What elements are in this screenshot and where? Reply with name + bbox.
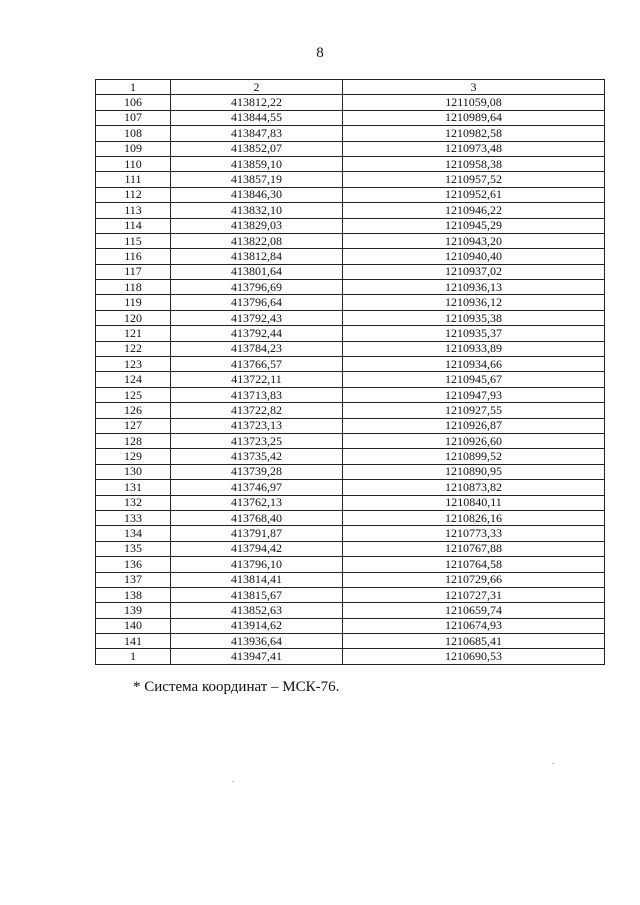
point-number-cell: 125 (96, 387, 171, 402)
y-coordinate-cell: 1210729,66 (343, 572, 605, 587)
point-number-cell: 123 (96, 357, 171, 372)
point-number-cell: 126 (96, 403, 171, 418)
point-number-cell: 107 (96, 110, 171, 125)
table-header-row (96, 80, 605, 95)
table-row (96, 510, 605, 525)
y-coordinate-cell: 1210767,88 (343, 541, 605, 556)
y-coordinate-cell: 1211059,08 (343, 95, 605, 110)
x-coordinate-cell: 413723,13 (171, 418, 343, 433)
x-coordinate-cell: 413796,10 (171, 557, 343, 572)
column-header-y: 3 (343, 80, 605, 95)
point-number-cell: 1 (96, 649, 171, 664)
table-row (96, 110, 605, 125)
point-number-cell: 111 (96, 172, 171, 187)
table-row (96, 218, 605, 233)
table-row (96, 449, 605, 464)
point-number-cell: 109 (96, 141, 171, 156)
x-coordinate-cell: 413936,64 (171, 634, 343, 649)
x-coordinate-cell: 413739,28 (171, 464, 343, 479)
y-coordinate-cell: 1210764,58 (343, 557, 605, 572)
table-row (96, 341, 605, 356)
y-coordinate-cell: 1210927,55 (343, 403, 605, 418)
x-coordinate-cell: 413852,63 (171, 603, 343, 618)
table-row (96, 203, 605, 218)
point-number-cell: 106 (96, 95, 171, 110)
x-coordinate-cell: 413829,03 (171, 218, 343, 233)
table-row (96, 541, 605, 556)
x-coordinate-cell: 413801,64 (171, 264, 343, 279)
y-coordinate-cell: 1210957,52 (343, 172, 605, 187)
point-number-cell: 129 (96, 449, 171, 464)
table-row (96, 295, 605, 310)
table-row (96, 280, 605, 295)
table-row (96, 433, 605, 448)
point-number-cell: 115 (96, 233, 171, 248)
table-row (96, 649, 605, 664)
y-coordinate-cell: 1210946,22 (343, 203, 605, 218)
x-coordinate-cell: 413723,25 (171, 433, 343, 448)
point-number-cell: 118 (96, 280, 171, 295)
y-coordinate-cell: 1210935,38 (343, 310, 605, 325)
column-header-x: 2 (171, 80, 343, 95)
point-number-cell: 117 (96, 264, 171, 279)
point-number-cell: 114 (96, 218, 171, 233)
x-coordinate-cell: 413847,83 (171, 126, 343, 141)
point-number-cell: 121 (96, 326, 171, 341)
x-coordinate-cell: 413794,42 (171, 541, 343, 556)
x-coordinate-cell: 413784,23 (171, 341, 343, 356)
x-coordinate-cell: 413792,43 (171, 310, 343, 325)
x-coordinate-cell: 413844,55 (171, 110, 343, 125)
x-coordinate-cell: 413796,69 (171, 280, 343, 295)
point-number-cell: 128 (96, 433, 171, 448)
table-row (96, 310, 605, 325)
y-coordinate-cell: 1210890,95 (343, 464, 605, 479)
point-number-cell: 110 (96, 156, 171, 171)
y-coordinate-cell: 1210940,40 (343, 249, 605, 264)
x-coordinate-cell: 413857,19 (171, 172, 343, 187)
point-number-cell: 130 (96, 464, 171, 479)
x-coordinate-cell: 413796,64 (171, 295, 343, 310)
point-number-cell: 120 (96, 310, 171, 325)
table-row (96, 495, 605, 510)
y-coordinate-cell: 1210973,48 (343, 141, 605, 156)
table-row (96, 326, 605, 341)
y-coordinate-cell: 1210989,64 (343, 110, 605, 125)
table-row (96, 357, 605, 372)
y-coordinate-cell: 1210947,93 (343, 387, 605, 402)
y-coordinate-cell: 1210899,52 (343, 449, 605, 464)
table-row (96, 557, 605, 572)
y-coordinate-cell: 1210873,82 (343, 480, 605, 495)
x-coordinate-cell: 413722,11 (171, 372, 343, 387)
table-row (96, 587, 605, 602)
y-coordinate-cell: 1210945,67 (343, 372, 605, 387)
y-coordinate-cell: 1210933,89 (343, 341, 605, 356)
x-coordinate-cell: 413768,40 (171, 510, 343, 525)
column-header-point: 1 (96, 80, 171, 95)
y-coordinate-cell: 1210952,61 (343, 187, 605, 202)
point-number-cell: 133 (96, 510, 171, 525)
y-coordinate-cell: 1210674,93 (343, 618, 605, 633)
y-coordinate-cell: 1210937,02 (343, 264, 605, 279)
table-row (96, 95, 605, 110)
table-row (96, 126, 605, 141)
point-number-cell: 141 (96, 634, 171, 649)
x-coordinate-cell: 413814,41 (171, 572, 343, 587)
point-number-cell: 112 (96, 187, 171, 202)
y-coordinate-cell: 1210659,74 (343, 603, 605, 618)
point-number-cell: 113 (96, 203, 171, 218)
scan-speck (552, 763, 554, 764)
table-row (96, 464, 605, 479)
point-number-cell: 124 (96, 372, 171, 387)
table-row (96, 264, 605, 279)
x-coordinate-cell: 413722,82 (171, 403, 343, 418)
x-coordinate-cell: 413812,84 (171, 249, 343, 264)
x-coordinate-cell: 413815,67 (171, 587, 343, 602)
point-number-cell: 136 (96, 557, 171, 572)
y-coordinate-cell: 1210936,13 (343, 280, 605, 295)
x-coordinate-cell: 413832,10 (171, 203, 343, 218)
point-number-cell: 116 (96, 249, 171, 264)
table-row (96, 634, 605, 649)
x-coordinate-cell: 413947,41 (171, 649, 343, 664)
x-coordinate-cell: 413914,62 (171, 618, 343, 633)
table-row (96, 603, 605, 618)
y-coordinate-cell: 1210936,12 (343, 295, 605, 310)
table-row (96, 387, 605, 402)
x-coordinate-cell: 413846,30 (171, 187, 343, 202)
table-row (96, 403, 605, 418)
table-row (96, 249, 605, 264)
y-coordinate-cell: 1210840,11 (343, 495, 605, 510)
table-row (96, 418, 605, 433)
point-number-cell: 132 (96, 495, 171, 510)
x-coordinate-cell: 413735,42 (171, 449, 343, 464)
y-coordinate-cell: 1210926,60 (343, 433, 605, 448)
y-coordinate-cell: 1210934,66 (343, 357, 605, 372)
point-number-cell: 119 (96, 295, 171, 310)
x-coordinate-cell: 413812,22 (171, 95, 343, 110)
y-coordinate-cell: 1210685,41 (343, 634, 605, 649)
point-number-cell: 122 (96, 341, 171, 356)
y-coordinate-cell: 1210935,37 (343, 326, 605, 341)
y-coordinate-cell: 1210773,33 (343, 526, 605, 541)
point-number-cell: 134 (96, 526, 171, 541)
footnote: * Система координат – МСК-76. (133, 679, 340, 695)
x-coordinate-cell: 413792,44 (171, 326, 343, 341)
table-row (96, 233, 605, 248)
table-row (96, 141, 605, 156)
y-coordinate-cell: 1210958,38 (343, 156, 605, 171)
table-row (96, 187, 605, 202)
table-row (96, 172, 605, 187)
table-row (96, 572, 605, 587)
coordinates-table (95, 79, 605, 665)
y-coordinate-cell: 1210945,29 (343, 218, 605, 233)
x-coordinate-cell: 413713,83 (171, 387, 343, 402)
point-number-cell: 138 (96, 587, 171, 602)
x-coordinate-cell: 413791,87 (171, 526, 343, 541)
table-row (96, 618, 605, 633)
y-coordinate-cell: 1210690,53 (343, 649, 605, 664)
table-row (96, 480, 605, 495)
point-number-cell: 131 (96, 480, 171, 495)
y-coordinate-cell: 1210926,87 (343, 418, 605, 433)
point-number-cell: 137 (96, 572, 171, 587)
x-coordinate-cell: 413766,57 (171, 357, 343, 372)
scan-speck (232, 781, 234, 782)
x-coordinate-cell: 413852,07 (171, 141, 343, 156)
table-row (96, 526, 605, 541)
page-number: 8 (316, 45, 324, 61)
point-number-cell: 135 (96, 541, 171, 556)
x-coordinate-cell: 413762,13 (171, 495, 343, 510)
x-coordinate-cell: 413859,10 (171, 156, 343, 171)
point-number-cell: 140 (96, 618, 171, 633)
y-coordinate-cell: 1210826,16 (343, 510, 605, 525)
x-coordinate-cell: 413822,08 (171, 233, 343, 248)
x-coordinate-cell: 413746,97 (171, 480, 343, 495)
y-coordinate-cell: 1210727,31 (343, 587, 605, 602)
y-coordinate-cell: 1210943,20 (343, 233, 605, 248)
table-row (96, 156, 605, 171)
table-row (96, 372, 605, 387)
point-number-cell: 108 (96, 126, 171, 141)
y-coordinate-cell: 1210982,58 (343, 126, 605, 141)
point-number-cell: 127 (96, 418, 171, 433)
point-number-cell: 139 (96, 603, 171, 618)
